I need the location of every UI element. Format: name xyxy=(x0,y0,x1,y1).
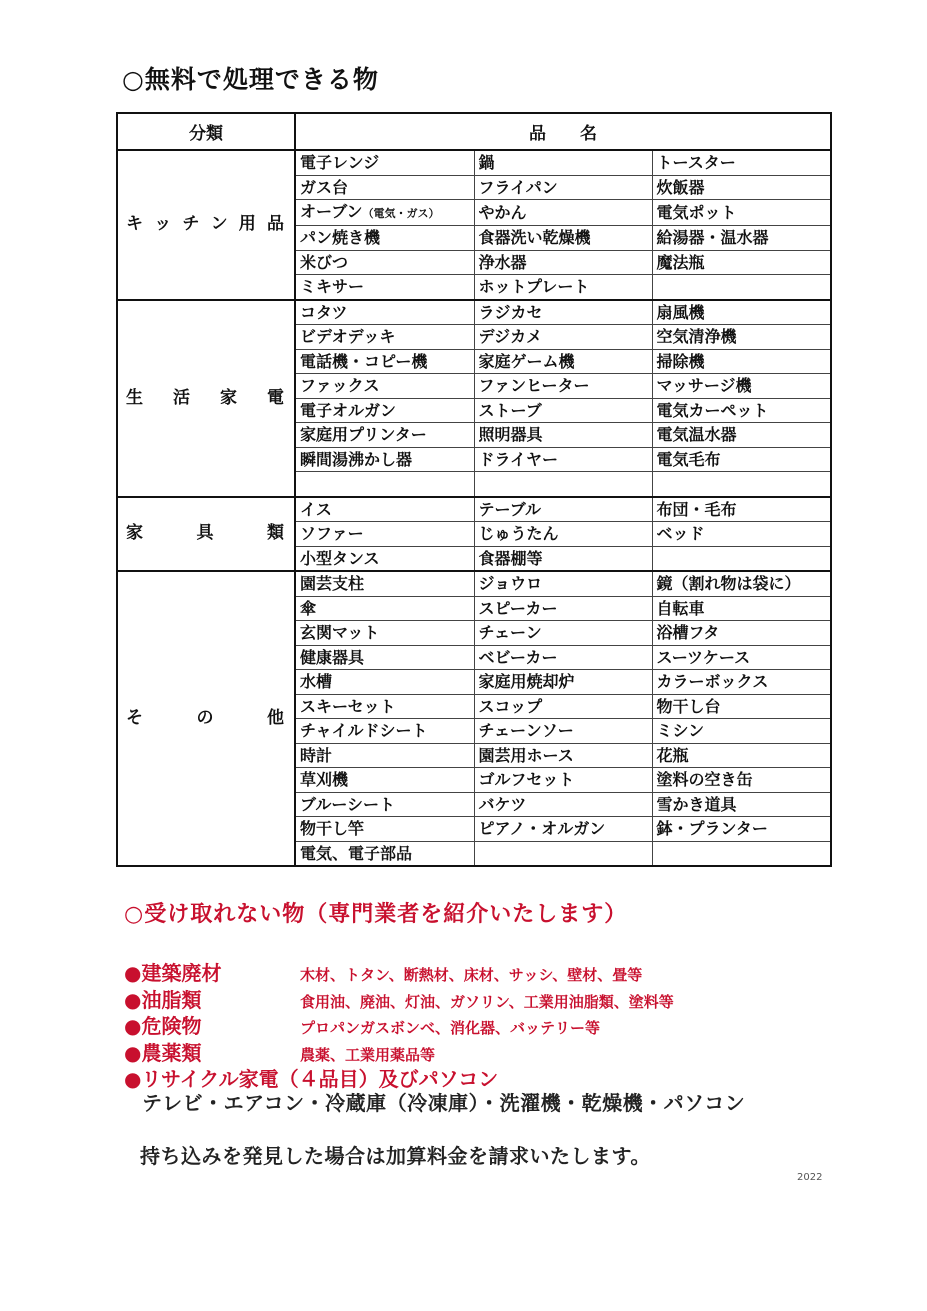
refused-item xyxy=(124,1037,824,1066)
item-cell xyxy=(474,719,652,744)
item-name: 傘 xyxy=(300,598,317,618)
category-char: 電 xyxy=(267,387,284,408)
item-name: 扇風機 xyxy=(656,302,705,322)
item-name: ピアノ・オルガン xyxy=(478,819,606,839)
item-name: 家庭ゲーム機 xyxy=(478,351,575,371)
item-name: 時計 xyxy=(300,745,333,765)
item-cell xyxy=(295,497,474,522)
surcharge-warning: 持ち込みを発見した場合は加算料金を請求いたします。 xyxy=(140,1144,651,1168)
item-cell xyxy=(652,497,831,522)
item-cell xyxy=(295,226,474,251)
item-cell xyxy=(295,792,474,817)
item-name: チェーンソー xyxy=(478,721,574,741)
item-cell xyxy=(295,325,474,350)
category-char: 類 xyxy=(267,523,284,544)
item-name: バケツ xyxy=(478,794,527,814)
item-name: 園芸用ホース xyxy=(478,745,574,765)
item-name: 炊飯器 xyxy=(656,177,705,197)
item-name: 電気温水器 xyxy=(656,425,737,445)
item-cell xyxy=(295,447,474,472)
item-name: 玄関マット xyxy=(300,623,380,643)
item-cell xyxy=(652,817,831,842)
category-char: 家 xyxy=(126,523,143,544)
item-name: 電気、電子部品 xyxy=(300,843,413,863)
item-name: 鉢・プランター xyxy=(656,819,768,839)
item-cell xyxy=(474,447,652,472)
item-name: スピーカー xyxy=(478,598,558,618)
item-name: 布団・毛布 xyxy=(656,499,737,519)
item-name: 浴槽フタ xyxy=(656,623,720,643)
item-name: 魔法瓶 xyxy=(656,252,705,272)
item-cell xyxy=(652,596,831,621)
category-char: ッ xyxy=(154,214,172,235)
free-items-table xyxy=(116,112,832,867)
item-cell xyxy=(652,694,831,719)
item-cell xyxy=(652,645,831,670)
item-name: 空気清浄機 xyxy=(656,327,737,347)
item-cell xyxy=(652,670,831,695)
item-name: デジカメ xyxy=(478,327,543,347)
item-cell xyxy=(295,200,474,226)
item-cell xyxy=(652,226,831,251)
item-cell xyxy=(652,325,831,350)
refused-detail: 食用油、廃油、灯油、ガソリン、工業用油脂類、塗料等 xyxy=(300,992,674,1011)
item-name: ジョウロ xyxy=(478,574,543,594)
item-name: 花瓶 xyxy=(656,745,689,765)
item-cell xyxy=(474,325,652,350)
item-cell xyxy=(652,522,831,547)
refused-detail: 農薬、工業用薬品等 xyxy=(300,1045,436,1064)
refused-title: ○受け取れない物（専門業者を紹介いたします） xyxy=(124,902,628,927)
refused-category: ●危険物 xyxy=(124,1014,202,1038)
item-cell xyxy=(295,300,474,325)
item-name: 水槽 xyxy=(300,672,333,692)
category-cell xyxy=(117,300,295,497)
item-cell xyxy=(652,621,831,646)
item-name: 自転車 xyxy=(656,598,705,618)
item-name: 給湯器・温水器 xyxy=(656,228,769,248)
year-label: 2022 xyxy=(797,1172,823,1183)
item-cell xyxy=(474,275,652,300)
table-row xyxy=(117,571,831,596)
category-char: 他 xyxy=(267,708,284,728)
item-cell xyxy=(652,792,831,817)
item-cell xyxy=(295,596,474,621)
item-cell xyxy=(652,571,831,596)
item-name: 電子オルガン xyxy=(300,400,397,420)
refused-detail: 木材、トタン、断熱材、床材、サッシ、壁材、畳等 xyxy=(300,966,643,984)
item-cell xyxy=(474,398,652,423)
refused-category: ●油脂類 xyxy=(124,987,202,1012)
item-name: チャイルドシート xyxy=(300,721,428,741)
item-cell xyxy=(474,374,652,399)
item-cell xyxy=(474,645,652,670)
recycle-items: テレビ・エアコン・冷蔵庫（冷凍庫）・洗濯機・乾燥機・パソコン xyxy=(142,1091,746,1115)
item-cell xyxy=(295,694,474,719)
item-name: 浄水器 xyxy=(478,252,527,272)
item-name: 小型タンス xyxy=(300,548,380,568)
item-name: 塗料の空き缶 xyxy=(656,770,753,790)
item-cell xyxy=(474,226,652,251)
category-char: 品 xyxy=(266,214,284,235)
item-cell xyxy=(652,275,831,300)
item-cell xyxy=(295,374,474,399)
item-name: 家庭用プリンター xyxy=(300,425,427,445)
item-name: ミキサー xyxy=(300,277,365,297)
item-cell xyxy=(652,841,831,866)
table-row xyxy=(117,150,831,175)
category-char: 生 xyxy=(126,387,143,408)
item-cell xyxy=(295,670,474,695)
item-cell xyxy=(295,645,474,670)
item-name: コタツ xyxy=(300,302,348,322)
item-name: マッサージ機 xyxy=(656,376,752,396)
item-cell xyxy=(474,200,652,226)
item-cell xyxy=(295,841,474,866)
item-cell xyxy=(652,175,831,200)
refused-item xyxy=(124,984,824,1013)
item-cell xyxy=(474,546,652,571)
item-cell xyxy=(474,792,652,817)
item-name: ミシン xyxy=(656,721,705,741)
item-name: 健康器具 xyxy=(300,647,365,667)
free-disposal-title: ○無料で処理できる物 xyxy=(122,65,379,94)
item-name: 物干し竿 xyxy=(300,819,365,839)
category-cell xyxy=(117,150,295,300)
item-cell xyxy=(474,571,652,596)
category-cell xyxy=(117,571,295,866)
item-name: 物干し台 xyxy=(656,696,721,716)
item-cell xyxy=(474,300,652,325)
item-name: ブルーシート xyxy=(300,794,396,814)
item-cell xyxy=(295,817,474,842)
item-cell xyxy=(652,300,831,325)
item-cell xyxy=(295,349,474,374)
item-name: イス xyxy=(300,499,332,519)
item-cell xyxy=(474,841,652,866)
item-name: 照明器具 xyxy=(478,425,543,445)
table-header-row xyxy=(117,113,831,150)
item-name: ゴルフセット xyxy=(478,770,575,790)
item-cell xyxy=(474,150,652,175)
table-row xyxy=(117,300,831,325)
item-name: ガス台 xyxy=(300,177,349,197)
item-name: 鍋 xyxy=(478,153,495,173)
category-char: の xyxy=(196,708,214,728)
refused-detail: プロパンガスボンベ、消化器、バッテリー等 xyxy=(300,1019,601,1037)
item-cell xyxy=(652,768,831,793)
item-name: 食器洗い乾燥機 xyxy=(478,228,591,248)
refused-item xyxy=(124,1010,824,1039)
item-name: トースター xyxy=(656,153,736,173)
item-cell xyxy=(474,694,652,719)
item-cell xyxy=(652,150,831,175)
item-name: テーブル xyxy=(478,499,542,519)
item-cell xyxy=(652,200,831,226)
item-name: 園芸支柱 xyxy=(300,574,365,594)
category-char: キ xyxy=(126,214,143,235)
item-cell xyxy=(474,522,652,547)
item-cell xyxy=(295,546,474,571)
item-cell xyxy=(474,250,652,275)
item-name: ビデオデッキ xyxy=(300,327,396,347)
item-name: ホットプレート xyxy=(478,277,590,297)
item-cell xyxy=(652,250,831,275)
item-cell xyxy=(652,349,831,374)
item-name: じゅうたん xyxy=(478,524,559,544)
category-char: ン xyxy=(210,214,228,235)
item-name: スーツケース xyxy=(656,647,751,667)
item-name: スコップ xyxy=(478,696,543,716)
item-name: 雪かき道具 xyxy=(656,794,737,814)
item-cell xyxy=(474,349,652,374)
item-cell xyxy=(652,398,831,423)
refused-item xyxy=(124,957,824,986)
item-cell xyxy=(295,719,474,744)
header-category: 分類 xyxy=(117,113,295,150)
item-cell xyxy=(652,472,831,497)
item-name: 電気ポット xyxy=(656,203,737,222)
category-char: 活 xyxy=(173,387,190,408)
item-name: 電気カーペット xyxy=(656,400,769,420)
category-cell xyxy=(117,497,295,572)
item-name: 電話機・コピー機 xyxy=(300,351,428,371)
item-cell xyxy=(474,817,652,842)
item-name: スキーセット xyxy=(300,696,396,716)
item-name: ファンヒーター xyxy=(478,376,590,396)
item-cell xyxy=(295,743,474,768)
item-cell xyxy=(474,743,652,768)
item-name: 食器棚等 xyxy=(478,548,543,568)
item-cell xyxy=(295,150,474,175)
item-cell xyxy=(295,423,474,448)
item-cell xyxy=(295,275,474,300)
item-name: やかん xyxy=(478,203,527,222)
category-char: チ xyxy=(182,214,200,235)
item-cell xyxy=(474,621,652,646)
recycle-label: ●リサイクル家電（４品目）及びパソコン xyxy=(124,1067,499,1091)
item-name: ソファー xyxy=(300,524,364,544)
item-name: 瞬間湯沸かし器 xyxy=(300,449,413,469)
item-name: 家庭用焼却炉 xyxy=(478,672,575,692)
category-char: そ xyxy=(126,708,143,728)
item-name: チェーン xyxy=(478,623,542,643)
item-name: パン焼き機 xyxy=(300,228,381,248)
item-cell xyxy=(295,472,474,497)
item-cell xyxy=(474,670,652,695)
refused-category: ●農薬類 xyxy=(124,1040,202,1065)
item-name: ラジカセ xyxy=(478,302,543,322)
item-cell xyxy=(295,621,474,646)
category-char: 具 xyxy=(196,523,214,544)
item-name: ストーブ xyxy=(478,400,542,420)
item-name: オーブン xyxy=(300,202,363,221)
item-cell xyxy=(652,374,831,399)
item-name: 電子レンジ xyxy=(300,153,380,173)
header-items: 品 名 xyxy=(295,113,831,150)
item-cell xyxy=(474,423,652,448)
item-cell xyxy=(295,571,474,596)
item-cell xyxy=(295,768,474,793)
item-cell xyxy=(474,596,652,621)
item-cell xyxy=(474,497,652,522)
item-cell xyxy=(652,719,831,744)
refused-category: ●建築廃材 xyxy=(124,961,222,985)
item-cell xyxy=(652,447,831,472)
item-name: ファックス xyxy=(300,376,380,396)
item-cell xyxy=(474,472,652,497)
item-cell xyxy=(474,768,652,793)
item-name: フライパン xyxy=(478,177,558,197)
item-name: 鏡（割れ物は袋に） xyxy=(656,574,801,594)
item-name: 掃除機 xyxy=(656,351,705,371)
item-cell xyxy=(652,423,831,448)
item-name: ベビーカー xyxy=(478,647,558,667)
item-cell xyxy=(295,398,474,423)
item-cell xyxy=(652,546,831,571)
item-cell xyxy=(474,175,652,200)
item-name: ベッド xyxy=(656,524,705,544)
item-cell xyxy=(295,250,474,275)
item-name: 米びつ xyxy=(300,252,349,272)
item-cell xyxy=(295,175,474,200)
category-char: 用 xyxy=(238,214,256,235)
item-cell xyxy=(295,522,474,547)
item-name: 電気毛布 xyxy=(656,449,721,469)
item-name: ドライヤー xyxy=(478,449,559,469)
item-cell xyxy=(652,743,831,768)
oven-note: （電気・ガス） xyxy=(362,207,440,220)
item-name: 草刈機 xyxy=(300,770,349,790)
table-row xyxy=(117,497,831,522)
category-char: 家 xyxy=(220,387,237,408)
item-name: カラーボックス xyxy=(656,672,769,692)
